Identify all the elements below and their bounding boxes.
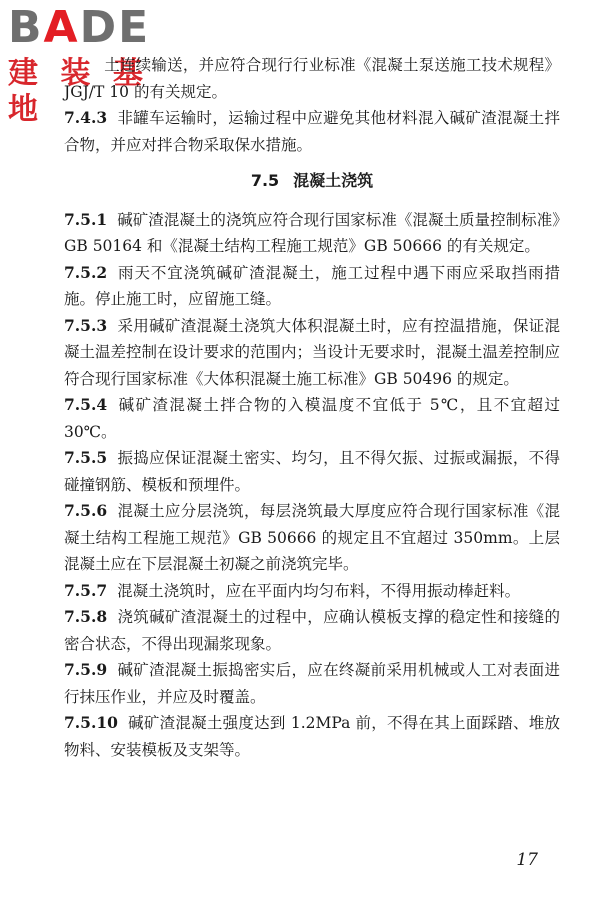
clause-item bbox=[64, 207, 560, 260]
section-number: 7.5 bbox=[250, 171, 280, 190]
clause-text: 混凝土浇筑时，应在平面内均匀布料，不得用振动棒赶料。 bbox=[117, 581, 521, 600]
clause-number: 7.5.7 bbox=[64, 580, 108, 600]
clause-number: 7.5.2 bbox=[64, 262, 108, 282]
clause-number: 7.5.3 bbox=[64, 315, 108, 335]
clause-text: 混凝土应分层浇筑，每层浇筑最大厚度应符合现行国家标准《混凝土结构工程施工规范》GB 50666 的规定且不宜超过 350mm。上层混凝土应在下层混凝土初凝之前浇筑完毕。 bbox=[64, 502, 560, 573]
clause-7-4-3 bbox=[64, 105, 560, 158]
clause-number: 7.5.9 bbox=[64, 660, 108, 679]
clause-text: 碱矿渣混凝土强度达到 1.2MPa 前，不得在其上面踩踏、堆放物料、安装模板及支架等。 bbox=[64, 714, 560, 759]
clause-number: 7.5.8 bbox=[64, 607, 108, 626]
clause-text: 非罐车运输时，运输过程中应避免其他材料混入碱矿渣混凝土拌合物，并应对拌合物采取保水措施。 bbox=[64, 109, 560, 154]
clause-number: 7.5.6 bbox=[64, 501, 108, 520]
continuation-paragraph: 土连续输送，并应符合现行行业标准《混凝土泵送施工技术规程》JGJ/T 10 的有关规定。 bbox=[64, 56, 560, 101]
clause-text: 碱矿渣混凝土拌合物的入模温度不宜低于 5℃，且不宜超过 30℃。 bbox=[64, 396, 560, 441]
clause-number: 7.5.5 bbox=[64, 448, 108, 467]
section-heading bbox=[64, 168, 560, 195]
logo-chinese-text: 建 装 基 地 bbox=[8, 56, 149, 127]
clause-number: 7.5.1 bbox=[64, 209, 108, 229]
clause-item bbox=[64, 392, 560, 445]
clause-text: 碱矿渣混凝土的浇筑应符合现行国家标准《混凝土质量控制标准》GB 50164 和《混凝土结构工程施工规范》GB 50666 的有关规定。 bbox=[64, 210, 560, 255]
clause-item bbox=[64, 445, 560, 498]
clause-item bbox=[64, 578, 560, 605]
clause-item bbox=[64, 657, 560, 710]
clause-item bbox=[64, 498, 560, 578]
clause-text: 雨天不宜浇筑碱矿渣混凝土，施工过程中遇下雨应采取挡雨措施。停止施工时，应留施工缝。 bbox=[64, 263, 560, 308]
logo-wordmark: BADE bbox=[8, 2, 151, 53]
page-number: 17 bbox=[516, 850, 538, 870]
clause-list bbox=[64, 207, 560, 764]
clause-item bbox=[64, 260, 560, 313]
clause-item bbox=[64, 604, 560, 657]
clause-item bbox=[64, 710, 560, 763]
clause-text: 浇筑碱矿渣混凝土的过程中，应确认模板支撑的稳定性和接缝的密合状态，不得出现漏浆现象。 bbox=[64, 608, 560, 653]
clause-text: 采用碱矿渣混凝土浇筑大体积混凝土时，应有控温措施，保证混凝土温差控制在设计要求的范围内；当设计无要求时，混凝土温差控制应符合现行国家标准《大体积混凝土施工标准》GB 50496 的规定。 bbox=[64, 316, 561, 388]
section-title: 混凝土浇筑 bbox=[293, 171, 374, 190]
clause-item bbox=[64, 313, 560, 393]
clause-text: 碱矿渣混凝土振捣密实后，应在终凝前采用机械或人工对表面进行抹压作业，并应及时覆盖。 bbox=[64, 661, 560, 706]
document-body bbox=[64, 52, 560, 763]
clause-text: 振捣应保证混凝土密实、均匀，且不得欠振、过振或漏振，不得碰撞钢筋、模板和预埋件。 bbox=[64, 449, 560, 494]
clause-number: 7.5.10 bbox=[64, 713, 118, 732]
clause-number: 7.4.3 bbox=[64, 108, 108, 127]
clause-number: 7.5.4 bbox=[64, 395, 108, 414]
